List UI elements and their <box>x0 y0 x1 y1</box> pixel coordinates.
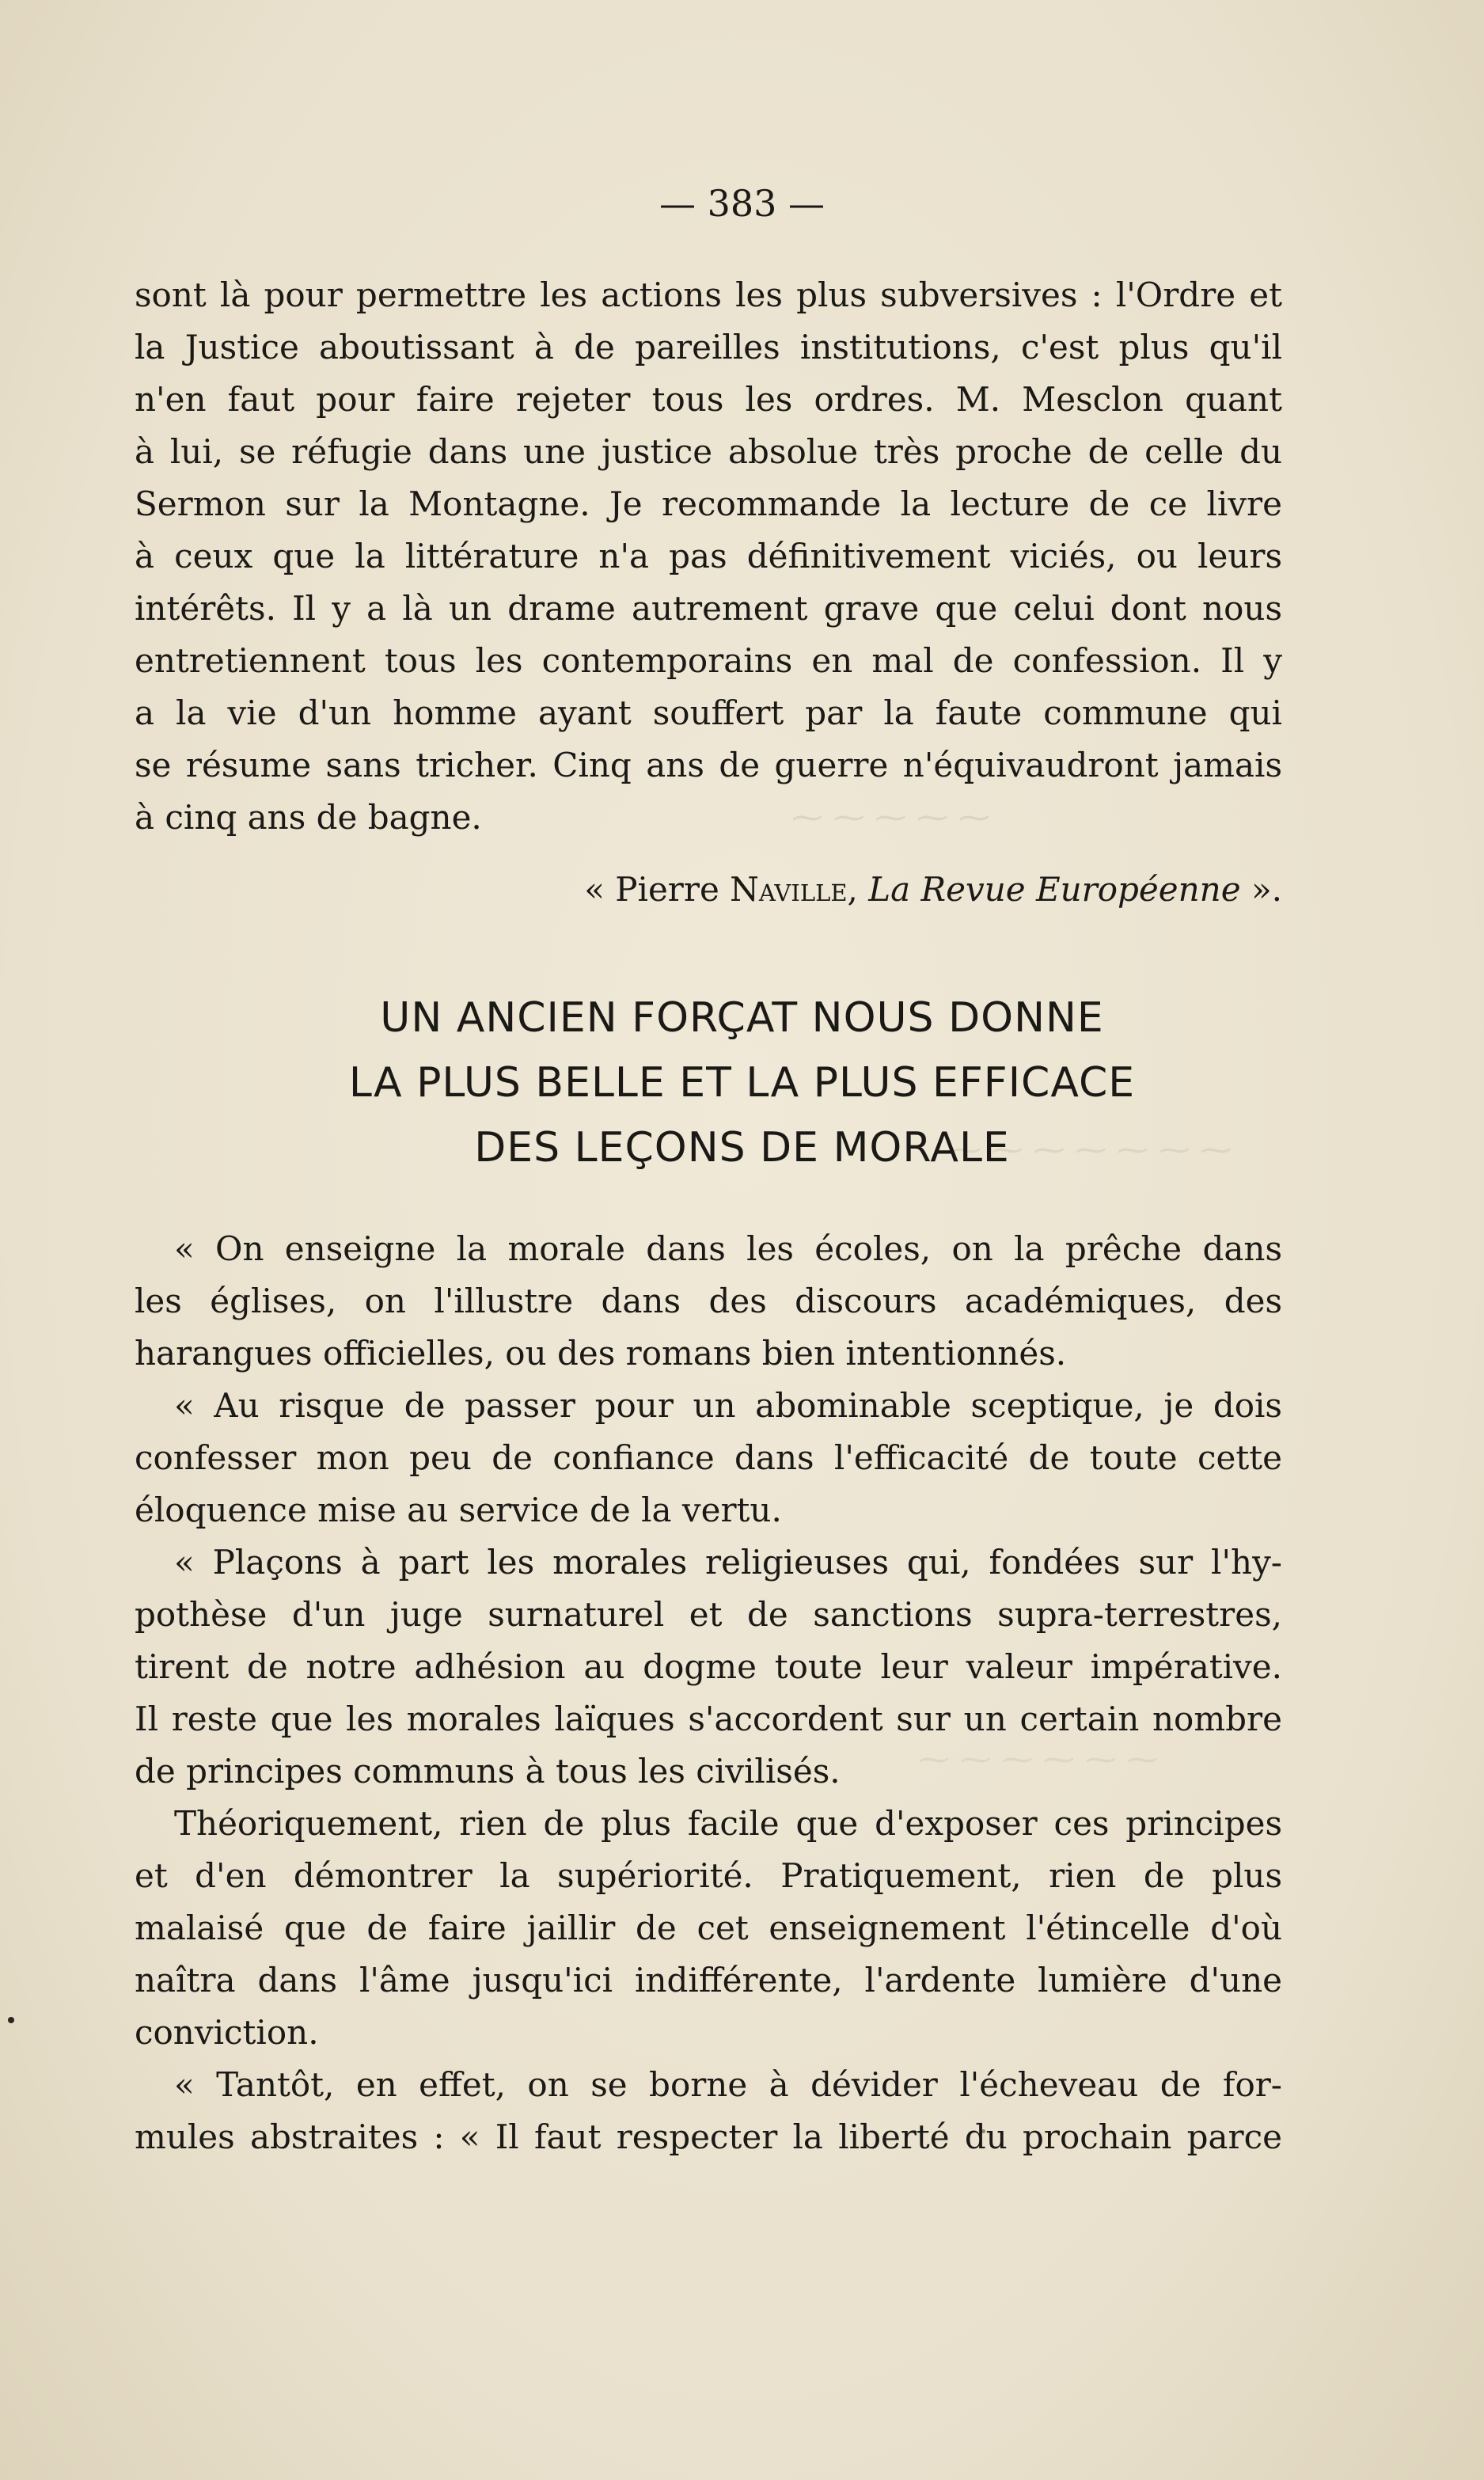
text-line: mules abstraites : « Il faut respecter la liberté du prochain parce <box>135 2117 1282 2156</box>
attribution <box>135 863 1282 917</box>
text-line: et d'en démontrer la supériorité. Pratiquement, rien de plus <box>135 1856 1282 1895</box>
text-line: de principes communs à tous les civilisés. <box>135 1752 841 1791</box>
text-line: « On enseigne la morale dans les écoles, on la prêche dans <box>174 1229 1282 1268</box>
text-line: « Tantôt, en effet, on se borne à dévider l'écheveau de for- <box>174 2065 1282 2104</box>
text-line: sont là pour permettre les actions les plus subversives : l'Ordre et <box>135 275 1282 314</box>
text-line: « Plaçons à part les morales religieuses qui, fondées sur l'hy- <box>174 1543 1282 1582</box>
attribution-close: ». <box>1240 870 1282 909</box>
text-line: se résume sans tricher. Cinq ans de guerre n'équivaudront jamais <box>135 746 1282 784</box>
text-line: naîtra dans l'âme jusqu'ici indifférente, l'ardente lumière d'une <box>135 1961 1282 2000</box>
attribution-publication: La Revue Européenne <box>868 870 1241 909</box>
text-line: tirent de notre adhésion au dogme toute leur valeur impérative. <box>135 1647 1282 1686</box>
text-line: Il reste que les morales laïques s'accordent sur un certain nombre <box>135 1700 1282 1738</box>
section-headline <box>0 986 1484 1180</box>
text-line: la Justice aboutissant à de pareilles institutions, c'est plus qu'il <box>135 328 1282 366</box>
text-line: les églises, on l'illustre dans des discours académiques, des <box>135 1282 1282 1320</box>
body-text <box>135 1223 1282 2163</box>
text-line: harangues officielles, ou des romans bien intentionnés. <box>135 1334 1067 1373</box>
attribution-separator: , <box>847 870 869 909</box>
bleed-through-decoration: ⁓ ⁓ ⁓ ⁓ ⁓ ⁓ ⁓ <box>950 1132 1232 1168</box>
text-line: n'en faut pour faire rejeter tous les ordres. M. Mesclon quant <box>135 380 1282 419</box>
attribution-open: « Pierre <box>584 870 731 909</box>
text-line: à lui, se réfugie dans une justice absolue très proche de celle du <box>135 432 1282 471</box>
text-line: à cinq ans de bagne. <box>135 798 482 837</box>
text-line: Sermon sur la Montagne. Je recommande la lecture de ce livre <box>135 484 1282 523</box>
text-line: pothèse d'un juge surnaturel et de sanctions supra-terrestres, <box>135 1595 1282 1634</box>
text-line: « Au risque de passer pour un abominable sceptique, je dois <box>174 1386 1282 1425</box>
text-line: confesser mon peu de confiance dans l'efficacité de toute cette <box>135 1438 1282 1477</box>
bleed-through-decoration: ⁓ ⁓ ⁓ ⁓ ⁓ <box>791 799 990 836</box>
attribution-author: Naville <box>730 870 848 909</box>
intro-paragraph <box>135 269 1282 844</box>
headline-line: UN ANCIEN FORÇAT NOUS DONNE <box>380 994 1104 1042</box>
text-line: malaisé que de faire jaillir de cet enseignement l'étincelle d'où <box>135 1908 1282 1947</box>
text-line: entretiennent tous les contemporains en mal de confession. Il y <box>135 641 1282 680</box>
bleed-through-decoration: ⁓ ⁓ ⁓ ⁓ ⁓ ⁓ <box>918 1741 1159 1778</box>
page-number: — 383 — <box>659 182 825 225</box>
text-line: à ceux que la littérature n'a pas définitivement viciés, ou leurs <box>135 537 1282 575</box>
text-line: Théoriquement, rien de plus facile que d'exposer ces principes <box>174 1804 1282 1843</box>
headline-line: LA PLUS BELLE ET LA PLUS EFFICACE <box>348 1059 1136 1107</box>
text-line: a la vie d'un homme ayant souffert par la faute commune qui <box>135 693 1282 732</box>
text-line: éloquence mise au service de la vertu. <box>135 1491 782 1529</box>
headline-line: DES LEÇONS DE MORALE <box>474 1124 1010 1172</box>
paper-speck <box>8 2017 14 2023</box>
text-line: conviction. <box>135 2013 319 2052</box>
text-line: intérêts. Il y a là un drame autrement grave que celui dont nous <box>135 589 1282 628</box>
